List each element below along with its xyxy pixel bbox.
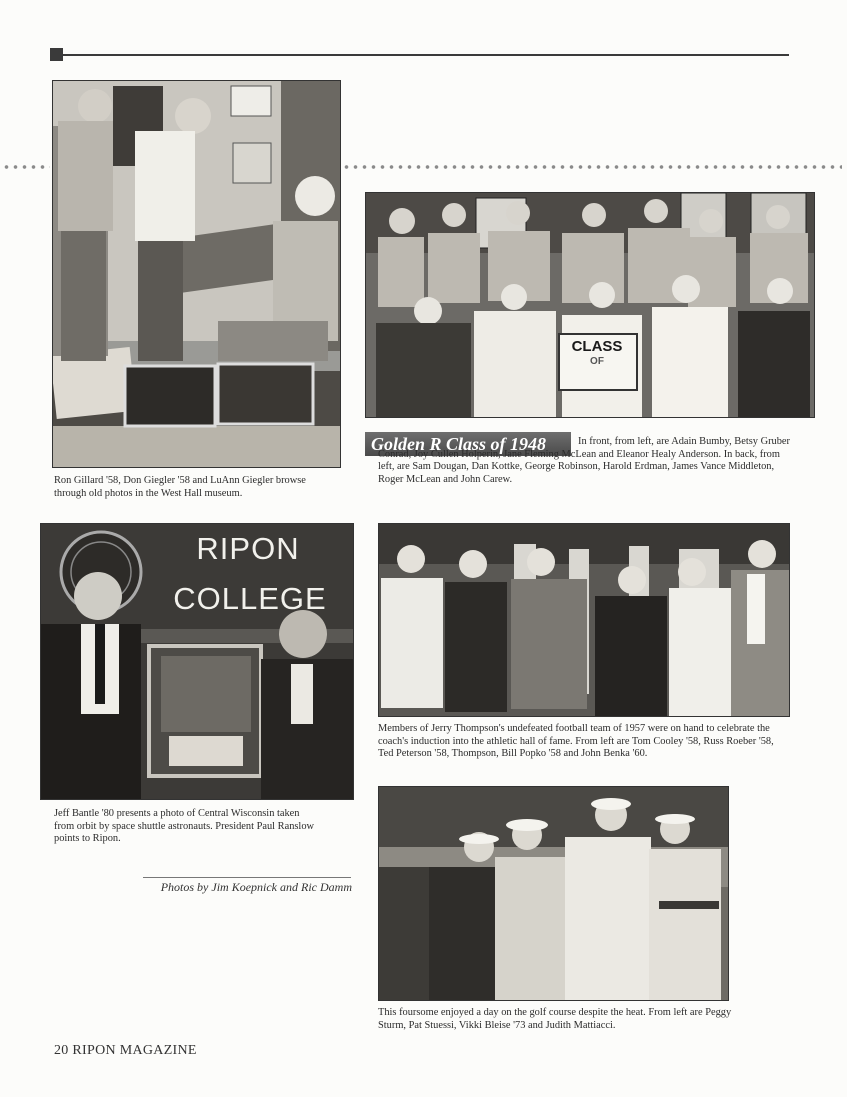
caption-golf-foursome: This foursome enjoyed a day on the golf course despite the heat. From left are Peggy Sturm, Pat Stuessi, Vikki Bleise '73 and Judith Mattiacci.: [378, 1007, 732, 1031]
page-number: 20: [54, 1043, 69, 1058]
class-sign-sub: OF: [590, 356, 604, 367]
photo-golf-foursome: [378, 786, 729, 1001]
caption-ripon-college: Jeff Bantle '80 presents a photo of Central Wisconsin taken from orbit by space shuttle astronauts. President Paul Ranslow points to Ripon.: [54, 808, 315, 845]
photo-football-team: [378, 523, 790, 717]
golden-r-title: Golden R Class of 1948: [365, 432, 571, 456]
dotted-divider: [2, 164, 50, 170]
header-rule: [63, 54, 789, 56]
page-footer: [54, 1043, 197, 1059]
ripon-sign-line1: RIPON: [196, 531, 300, 566]
dotted-divider: [342, 164, 842, 170]
photo-museum: [52, 80, 341, 468]
class-sign-label: CLASS: [571, 338, 623, 355]
photo-credit: Photos by Jim Koepnick and Ric Damm: [160, 880, 352, 894]
caption-museum: Ron Gillard '58, Don Giegler '58 and LuAnn Giegler browse through old photos in the West Hall museum.: [54, 475, 306, 499]
caption-class-1948-text: In front, from left, are Adain Bumby, Betsy Gruber Conrad, Joy Cullen Holperin, Jane Fleming McLean and Eleanor Healy Anderson. In back, from left, are Sam Dougan, Dan Kottke, George Robinson, Harold Erdman, James Vance Middleton, Roger McLean and John Carew.: [378, 436, 790, 485]
ripon-sign-line2: COLLEGE: [173, 581, 327, 616]
caption-class-1948: [378, 436, 790, 486]
caption-football-team: Members of Jerry Thompson's undefeated football team of 1957 were on hand to celebrate the coach's induction into the athletic hall of fame. From left are Tom Cooley '58, Russ Roeber '58, Ted Peterson '58, Thompson, Bill Popko '58 and John Benka '60.: [378, 723, 774, 760]
publication-name: RIPON MAGAZINE: [72, 1043, 197, 1058]
credit-rule: [143, 877, 351, 878]
header-square: [50, 48, 63, 61]
photo-class-1948: [365, 192, 815, 418]
